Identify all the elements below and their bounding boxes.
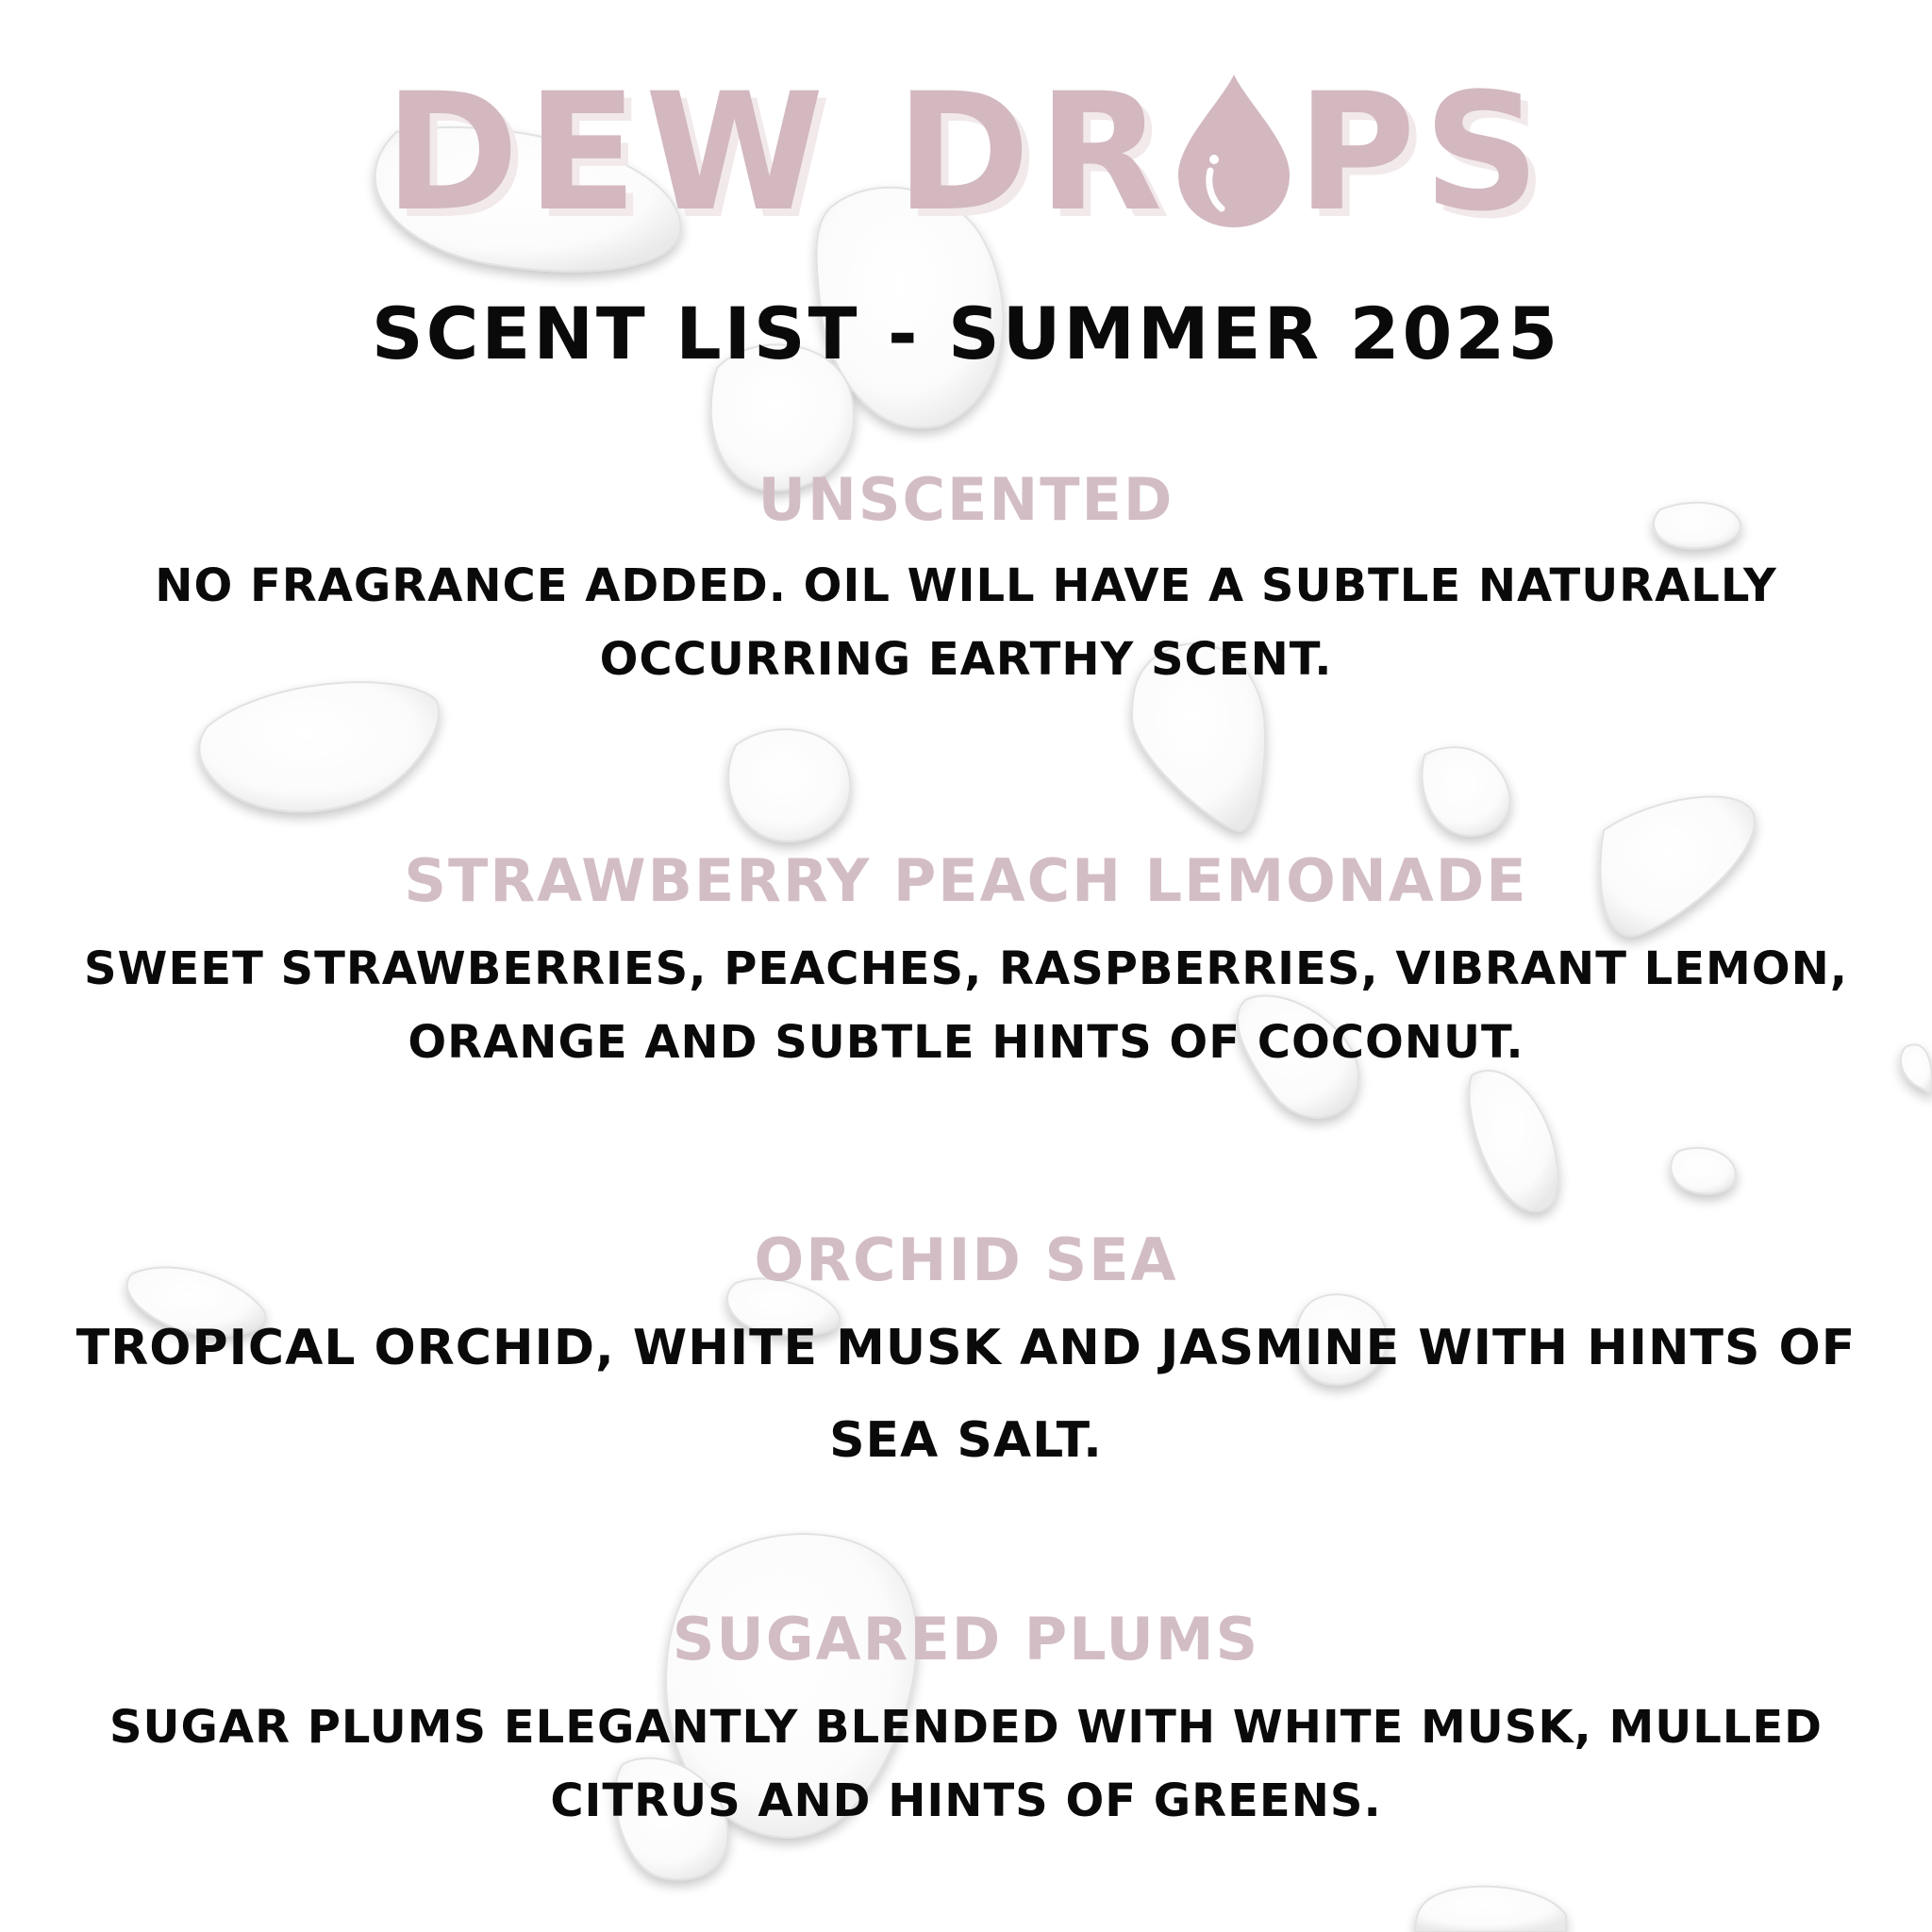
brand-name-part1: DEW DR (384, 58, 1171, 247)
water-drop-icon (1173, 69, 1295, 231)
scent-description-line: ORANGE AND SUBTLE HINTS OF COCONUT. (408, 1016, 1524, 1069)
scent-description-line: NO FRAGRANCE ADDED. OIL WILL HAVE A SUBTLE NATURALLY (155, 559, 1777, 612)
scent-description-strawberry-peach-lemonade (0, 932, 1932, 1079)
page-subtitle: SCENT LIST - SUMMER 2025 (371, 291, 1561, 375)
scent-description-line: OCCURRING EARTHY SCENT. (599, 633, 1333, 686)
brand-logo (0, 58, 1932, 247)
scent-name-unscented: UNSCENTED (758, 465, 1174, 534)
scent-description-orchid-sea (0, 1302, 1932, 1487)
scent-description-line: TROPICAL ORCHID, WHITE MUSK AND JASMINE WITH HINTS OF (75, 1320, 1857, 1376)
scent-description-line: SWEET STRAWBERRIES, PEACHES, RASPBERRIES, VIBRANT LEMON, (83, 942, 1849, 995)
scent-description-line: CITRUS AND HINTS OF GREENS. (550, 1774, 1382, 1827)
scent-description-unscented (0, 549, 1932, 696)
scent-description-line: SEA SALT. (829, 1412, 1103, 1469)
brand-name-part2: PS (1296, 58, 1548, 247)
scent-description-sugared-plums (0, 1690, 1932, 1838)
scent-name-sugared-plums: SUGARED PLUMS (672, 1605, 1260, 1674)
scent-name-strawberry-peach-lemonade: STRAWBERRY PEACH LEMONADE (404, 846, 1528, 915)
scent-description-line: SUGAR PLUMS ELEGANTLY BLENDED WITH WHITE MUSK, MULLED (108, 1701, 1823, 1754)
scent-name-orchid-sea: ORCHID SEA (754, 1225, 1178, 1294)
